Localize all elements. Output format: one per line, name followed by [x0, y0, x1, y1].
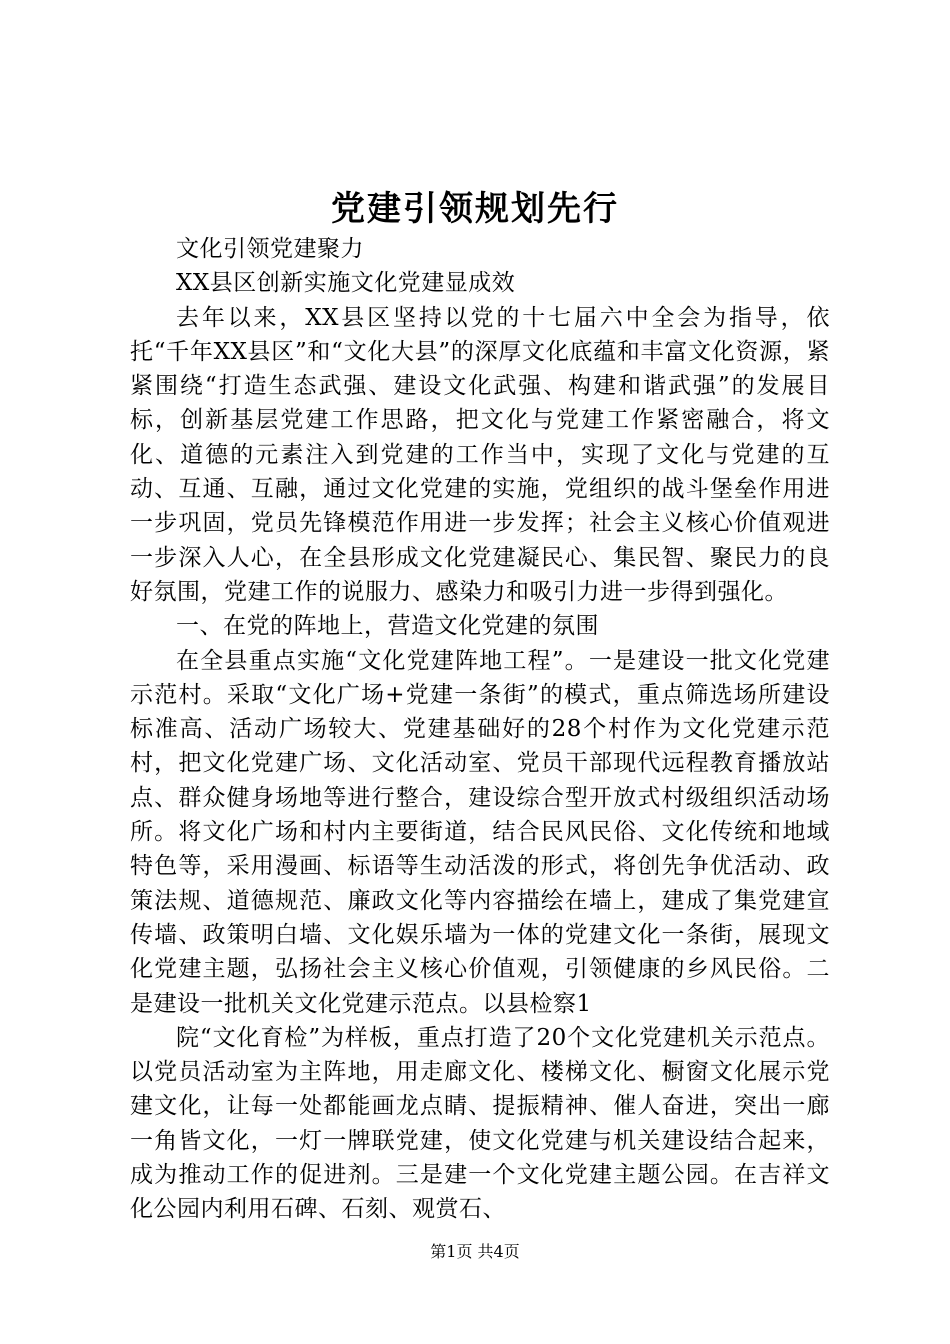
paragraph-section-1: 在全县重点实施“文化党建阵地工程”。一是建设一批文化党建示范村。采取“文化广场+党建一条街”的模式，重点筛选场所建设标准高、活动广场较大、党建基础好的28个村作为文化党建示范村，把文化党建广场、文化活动室、党员干部现代远程教育播放站点、群众健身场地等进行整合，建设综合型开放式村级组织活动场所。将文化广场和村内主要街道，结合民风民俗、文化传统和地域特色等，采用漫画、标语等生动活泼的形式，将创先争优活动、政策法规、道德规范、廉政文化等内容描绘在墙上，建成了集党建宣传墙、政策明白墙、文化娱乐墙为一体的党建文化一条街，展现文化党建主题，弘扬社会主义核心价值观，引领健康的乡风民俗。二是建设一批机关文化党建示范点。以县检察1: [130, 647, 830, 1017]
paragraph-continued: 院“文化育检”为样板，重点打造了20个文化党建机关示范点。以党员活动室为主阵地，用走廊文化、楼梯文化、橱窗文化展示党建文化，让每一处都能画龙点睛、提振精神、催人奋进，突出一廊一角皆文化，一灯一牌联党建，使文化党建与机关建设结合起来，成为推动工作的促进剂。三是建一个文化党建主题公园。在吉祥文化公园内利用石碑、石刻、观赏石、: [130, 1024, 830, 1223]
document-body: [130, 232, 830, 1227]
section-heading-1: 一、在党的阵地上，营造文化党建的氛围: [176, 613, 599, 640]
paragraph-subtitle-2: XX县区创新实施文化党建显成效: [176, 270, 516, 297]
paragraph-intro: 去年以来，XX县区坚持以党的十七届六中全会为指导，依托“千年XX县区”和“文化大县”的深厚文化底蕴和丰富文化资源，紧紧围绕“打造生态武强、建设文化武强、构建和谐武强”的发展目标，创新基层党建工作思路，把文化与党建工作紧密融合，将文化、道德的元素注入到党建的工作当中，实现了文化与党建的互动、互通、互融，通过文化党建的实施，党组织的战斗堡垒作用进一步巩固，党员先锋模范作用进一步发挥；社会主义核心价值观进一步深入人心，在全县形成文化党建凝民心、集民智、聚民力的良好氛围，党建工作的说服力、感染力和吸引力进一步得到强化。: [130, 304, 830, 605]
paragraph-subtitle-1: 文化引领党建聚力: [176, 236, 364, 262]
document-title: 党建引领规划先行: [331, 189, 619, 229]
page-number-footer: 第1页 共4页: [430, 1242, 520, 1261]
